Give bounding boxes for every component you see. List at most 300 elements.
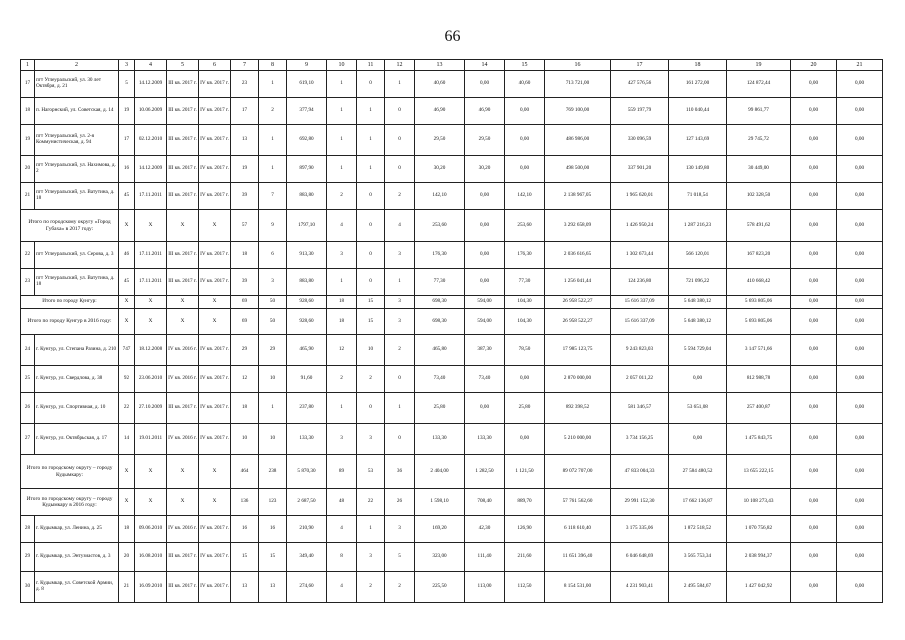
table-cell: 0,00: [837, 183, 883, 210]
table-cell: X: [199, 309, 231, 335]
table-cell: 39: [231, 269, 259, 296]
table-cell: 16: [259, 516, 287, 543]
table-cell: 7: [259, 183, 287, 210]
table-cell: 692,80: [287, 125, 327, 156]
table-cell: 27.10.2009: [135, 393, 167, 424]
period-cell: IV кв. 2016 г.: [167, 516, 199, 543]
table-row: [21, 335, 883, 366]
table-cell: 10: [259, 366, 287, 393]
table-cell: 8 154 531,00: [545, 572, 611, 603]
table-cell: 5 594 729,04: [669, 335, 727, 366]
column-number: 1: [21, 60, 35, 71]
period-cell: IV кв. 2017 г.: [199, 424, 231, 455]
table-cell: 0,00: [791, 156, 837, 183]
table-cell: 3 175 335,06: [611, 516, 669, 543]
table-cell: 0,00: [837, 424, 883, 455]
table-cell: 0,00: [465, 269, 505, 296]
table-cell: 464: [231, 455, 259, 489]
column-number-row: [21, 60, 883, 71]
total-row: [21, 489, 883, 516]
address-cell: пгт Углеуральский, ул. Ватутина, д. 18: [35, 269, 119, 296]
table-cell: 11 651 396,40: [545, 543, 611, 572]
table-cell: 9 243 823,03: [611, 335, 669, 366]
table-cell: 12: [327, 335, 357, 366]
table-cell: 2: [327, 366, 357, 393]
table-cell: 1: [259, 156, 287, 183]
table-cell: 29: [259, 335, 287, 366]
period-cell: IV кв. 2017 г.: [199, 393, 231, 424]
period-cell: IV кв. 2017 г.: [199, 71, 231, 98]
table-cell: 0,00: [465, 183, 505, 210]
table-cell: 17 662 136,87: [669, 489, 727, 516]
table-cell: 0,00: [837, 269, 883, 296]
table-cell: 73,40: [415, 366, 465, 393]
table-cell: 913,30: [287, 242, 327, 269]
table-cell: 1 121,50: [505, 455, 545, 489]
total-label: Итого по городу Кунгур в 2016 году:: [21, 309, 119, 335]
column-number: 2: [35, 60, 119, 71]
table-cell: 46,90: [415, 98, 465, 125]
table-cell: 1 302 673,44: [611, 242, 669, 269]
period-cell: IV кв. 2017 г.: [199, 572, 231, 603]
table-cell: 0,00: [837, 543, 883, 572]
table-cell: 02.12.2010: [135, 125, 167, 156]
table-cell: 0: [385, 424, 415, 455]
table-cell: 0,00: [791, 335, 837, 366]
table-cell: 0,00: [837, 335, 883, 366]
address-cell: пгт Углеуральский, ул. Ватутина, д. 18: [35, 183, 119, 210]
table-cell: 16: [231, 516, 259, 543]
table-cell: 2 036 616,65: [545, 242, 611, 269]
table-cell: 4: [327, 210, 357, 242]
total-label: Итого по городу Кунгур:: [21, 296, 119, 309]
table-cell: 1 256 041,44: [545, 269, 611, 296]
period-cell: IV кв. 2017 г.: [199, 335, 231, 366]
table-cell: 22: [21, 242, 35, 269]
table-cell: 0: [385, 125, 415, 156]
table-cell: 0,00: [791, 183, 837, 210]
table-cell: 30,20: [415, 156, 465, 183]
table-cell: 698,30: [415, 309, 465, 335]
table-cell: 0,00: [837, 242, 883, 269]
table-cell: 112,50: [505, 572, 545, 603]
table-cell: 3: [385, 296, 415, 309]
table-cell: 5 693 805,06: [727, 309, 791, 335]
table-cell: 3 147 571,66: [727, 335, 791, 366]
table-cell: 102 328,50: [727, 183, 791, 210]
table-cell: 50: [259, 309, 287, 335]
table-cell: 3: [357, 543, 385, 572]
table-row: [21, 393, 883, 424]
column-number: 15: [505, 60, 545, 71]
table-cell: 19: [231, 156, 259, 183]
total-label: Итого по городскому округу «Город Губаха» в 2017 году:: [21, 210, 119, 242]
table-cell: 3 292 658,09: [545, 210, 611, 242]
table-cell: 2: [385, 572, 415, 603]
period-cell: III кв. 2017 г.: [167, 125, 199, 156]
table-cell: 17.11.2011: [135, 183, 167, 210]
column-number: 8: [259, 60, 287, 71]
table-cell: 2 687,50: [287, 489, 327, 516]
total-row: [21, 455, 883, 489]
table-cell: 6: [259, 242, 287, 269]
period-cell: III кв. 2017 г.: [167, 269, 199, 296]
table-cell: X: [199, 296, 231, 309]
table-cell: 28: [21, 516, 35, 543]
column-number: 12: [385, 60, 415, 71]
table-cell: X: [167, 489, 199, 516]
table-cell: 812 988,78: [727, 366, 791, 393]
table-cell: 721 096,22: [669, 269, 727, 296]
table-cell: 337 901,20: [611, 156, 669, 183]
table-cell: 1: [327, 269, 357, 296]
table-cell: 3: [259, 269, 287, 296]
table-cell: 15: [357, 309, 385, 335]
table-cell: 21: [21, 183, 35, 210]
table-cell: 465,80: [415, 335, 465, 366]
table-cell: 22: [119, 393, 135, 424]
table-row: [21, 156, 883, 183]
table-cell: 26 958 522,27: [545, 296, 611, 309]
table-cell: 0,00: [465, 71, 505, 98]
table-cell: 1 965 620,01: [611, 183, 669, 210]
table-cell: X: [135, 296, 167, 309]
table-cell: 29 991 152,30: [611, 489, 669, 516]
table-cell: 387,30: [465, 335, 505, 366]
period-cell: III кв. 2017 г.: [167, 183, 199, 210]
column-number: 16: [545, 60, 611, 71]
table-cell: 2: [385, 335, 415, 366]
period-cell: IV кв. 2017 г.: [199, 183, 231, 210]
table-cell: 3: [327, 242, 357, 269]
table-cell: 19.01.2011: [135, 424, 167, 455]
column-number: 18: [669, 60, 727, 71]
table-cell: 4: [327, 572, 357, 603]
total-row: [21, 210, 883, 242]
table-cell: 46,90: [465, 98, 505, 125]
table-cell: 581 346,57: [611, 393, 669, 424]
table-cell: 13: [231, 572, 259, 603]
period-cell: III кв. 2017 г.: [167, 242, 199, 269]
table-cell: 111,40: [465, 543, 505, 572]
table-cell: 12: [231, 366, 259, 393]
table-cell: 13: [231, 125, 259, 156]
table-cell: 3: [385, 516, 415, 543]
table-cell: 89 072 707,00: [545, 455, 611, 489]
table-row: [21, 183, 883, 210]
column-number: 4: [135, 60, 167, 71]
table-cell: 225,50: [415, 572, 465, 603]
table-cell: 27: [21, 424, 35, 455]
period-cell: III кв. 2017 г.: [167, 98, 199, 125]
period-cell: IV кв. 2017 г.: [199, 516, 231, 543]
table-cell: 0: [357, 269, 385, 296]
table-cell: 09.06.2010: [135, 516, 167, 543]
table-cell: 0,00: [791, 393, 837, 424]
table-cell: 0,00: [669, 366, 727, 393]
table-cell: 0,00: [791, 210, 837, 242]
table-cell: 1 427 042,92: [727, 572, 791, 603]
total-row: [21, 309, 883, 335]
address-cell: г. Кунгур, ул. Октябрьская, д. 17: [35, 424, 119, 455]
table-cell: 0,00: [837, 572, 883, 603]
table-cell: 78,50: [505, 335, 545, 366]
column-number: 13: [415, 60, 465, 71]
table-cell: 0,00: [505, 125, 545, 156]
table-cell: X: [199, 210, 231, 242]
table-cell: 4: [385, 210, 415, 242]
table-cell: 14.12.2009: [135, 156, 167, 183]
table-cell: 23.06.2010: [135, 366, 167, 393]
table-cell: 14: [119, 424, 135, 455]
table-cell: 747: [119, 335, 135, 366]
table-cell: 25,80: [415, 393, 465, 424]
table-cell: 0,00: [465, 242, 505, 269]
table-cell: 0: [357, 393, 385, 424]
table-cell: 9: [259, 210, 287, 242]
table-cell: 19: [21, 125, 35, 156]
table-cell: 0: [385, 98, 415, 125]
table-cell: 253,60: [505, 210, 545, 242]
table-cell: 113,00: [465, 572, 505, 603]
table-cell: 0,00: [791, 543, 837, 572]
table-cell: 30 449,00: [727, 156, 791, 183]
table-cell: 2 057 011,22: [611, 366, 669, 393]
table-cell: 14.12.2009: [135, 71, 167, 98]
table-cell: 3 734 156,25: [611, 424, 669, 455]
column-number: 21: [837, 60, 883, 71]
table-cell: X: [119, 296, 135, 309]
table-cell: 0,00: [505, 156, 545, 183]
table-cell: 136: [231, 489, 259, 516]
table-cell: 13 655 222,15: [727, 455, 791, 489]
table-cell: 410 668,42: [727, 269, 791, 296]
table-cell: 1: [385, 393, 415, 424]
table-cell: 1797,10: [287, 210, 327, 242]
table-cell: 30: [21, 572, 35, 603]
table-cell: 0,00: [837, 455, 883, 489]
table-cell: 2: [357, 366, 385, 393]
table-cell: 0,00: [837, 309, 883, 335]
table-cell: X: [199, 489, 231, 516]
table-cell: X: [167, 210, 199, 242]
table-cell: 1: [259, 71, 287, 98]
table-cell: 883,80: [287, 269, 327, 296]
table-cell: 26 958 522,27: [545, 309, 611, 335]
address-cell: пгт Углеуральский, ул. Серова, д. 3: [35, 242, 119, 269]
table-cell: 36: [385, 455, 415, 489]
table-cell: 1 282,50: [465, 455, 505, 489]
period-cell: III кв. 2017 г.: [167, 71, 199, 98]
address-cell: г. Кудымкар, ул. Ленина, д. 25: [35, 516, 119, 543]
table-cell: 2 138 967,05: [545, 183, 611, 210]
table-cell: 0,00: [837, 98, 883, 125]
table-cell: 465,90: [287, 335, 327, 366]
table-cell: 1: [357, 156, 385, 183]
column-number: 3: [119, 60, 135, 71]
table-cell: 130 149,80: [669, 156, 727, 183]
column-number: 6: [199, 60, 231, 71]
table-cell: 0,00: [791, 125, 837, 156]
table-cell: 892 398,52: [545, 393, 611, 424]
table-cell: 0,00: [505, 366, 545, 393]
table-cell: 0,00: [791, 572, 837, 603]
address-cell: пгт Углеуральский, ул. 2-я Коммунистическая, д. 94: [35, 125, 119, 156]
table-cell: 142,10: [415, 183, 465, 210]
table-cell: 15 616 337,09: [611, 296, 669, 309]
table-cell: 29: [21, 543, 35, 572]
table-row: [21, 516, 883, 543]
table-cell: 1: [327, 98, 357, 125]
table-cell: 330 096,59: [611, 125, 669, 156]
table-cell: 708,40: [465, 489, 505, 516]
column-number: 17: [611, 60, 669, 71]
table-cell: 18: [119, 516, 135, 543]
table-cell: 619,10: [287, 71, 327, 98]
table-cell: X: [167, 309, 199, 335]
table-cell: 0: [357, 242, 385, 269]
table-cell: 53: [357, 455, 385, 489]
table-cell: 29: [231, 335, 259, 366]
table-cell: 5 693 805,06: [727, 296, 791, 309]
table-cell: 110 040,44: [669, 98, 727, 125]
table-cell: X: [119, 489, 135, 516]
table-cell: X: [167, 296, 199, 309]
register-table: [20, 59, 883, 603]
table-cell: 253,60: [415, 210, 465, 242]
table-cell: 1: [327, 125, 357, 156]
table-cell: 45: [119, 183, 135, 210]
table-cell: 18: [21, 98, 35, 125]
table-cell: 5 648 380,12: [669, 309, 727, 335]
table-cell: 89: [327, 455, 357, 489]
table-cell: 349,40: [287, 543, 327, 572]
table-cell: 0: [385, 366, 415, 393]
period-cell: III кв. 2017 г.: [167, 543, 199, 572]
column-number: 7: [231, 60, 259, 71]
column-number: 19: [727, 60, 791, 71]
table-cell: 0,00: [791, 269, 837, 296]
table-cell: 30,20: [465, 156, 505, 183]
table-row: [21, 242, 883, 269]
table-cell: 0,00: [505, 424, 545, 455]
table-cell: 29 745,72: [727, 125, 791, 156]
table-cell: 2: [385, 183, 415, 210]
table-cell: 5: [385, 543, 415, 572]
table-cell: 4: [327, 516, 357, 543]
table-cell: 142,10: [505, 183, 545, 210]
period-cell: III кв. 2017 г.: [167, 156, 199, 183]
table-cell: 5 648 380,12: [669, 296, 727, 309]
table-cell: 133,30: [465, 424, 505, 455]
table-cell: 1 475 843,75: [727, 424, 791, 455]
table-cell: 1: [357, 125, 385, 156]
table-cell: 0,00: [791, 242, 837, 269]
table-cell: 169,20: [415, 516, 465, 543]
table-cell: 40,60: [415, 71, 465, 98]
period-cell: IV кв. 2016 г.: [167, 366, 199, 393]
table-cell: 15: [231, 543, 259, 572]
table-cell: 427 576,56: [611, 71, 669, 98]
table-cell: X: [135, 309, 167, 335]
period-cell: IV кв. 2017 г.: [199, 366, 231, 393]
table-cell: 0,00: [669, 424, 727, 455]
table-cell: X: [167, 455, 199, 489]
table-cell: 127 143,69: [669, 125, 727, 156]
table-cell: 0,00: [791, 424, 837, 455]
table-cell: 928,60: [287, 296, 327, 309]
table-cell: 713 721,00: [545, 71, 611, 98]
table-cell: 1: [259, 125, 287, 156]
table-cell: 57: [231, 210, 259, 242]
address-cell: г. Кунгур, ул. Степана Разина, д. 210: [35, 335, 119, 366]
table-cell: 18: [327, 296, 357, 309]
table-cell: 123: [259, 489, 287, 516]
table-cell: 323,00: [415, 543, 465, 572]
table-cell: 0,00: [837, 393, 883, 424]
table-cell: 29,50: [465, 125, 505, 156]
table-cell: 29,50: [415, 125, 465, 156]
table-cell: 25: [21, 366, 35, 393]
period-cell: IV кв. 2017 г.: [199, 269, 231, 296]
table-cell: 124 236,80: [611, 269, 669, 296]
table-cell: 578 491,62: [727, 210, 791, 242]
table-cell: 13: [259, 572, 287, 603]
table-cell: 0,00: [837, 296, 883, 309]
period-cell: IV кв. 2017 г.: [199, 98, 231, 125]
table-cell: 27 584 480,52: [669, 455, 727, 489]
table-cell: 0,00: [791, 71, 837, 98]
table-cell: 18: [231, 393, 259, 424]
table-cell: 1: [357, 98, 385, 125]
table-cell: 57 761 562,60: [545, 489, 611, 516]
table-cell: 15: [357, 296, 385, 309]
table-cell: 26: [385, 489, 415, 516]
table-cell: 18: [231, 242, 259, 269]
table-cell: 18.12.2008: [135, 335, 167, 366]
total-row: [21, 296, 883, 309]
table-cell: X: [135, 210, 167, 242]
table-cell: X: [135, 489, 167, 516]
table-cell: 498 500,00: [545, 156, 611, 183]
table-cell: 2 404,00: [415, 455, 465, 489]
table-cell: 274,60: [287, 572, 327, 603]
table-cell: 0,00: [465, 393, 505, 424]
period-cell: IV кв. 2016 г.: [167, 424, 199, 455]
table-cell: 559 197,79: [611, 98, 669, 125]
table-cell: 257 400,87: [727, 393, 791, 424]
table-cell: 1: [327, 156, 357, 183]
table-cell: 566 120,01: [669, 242, 727, 269]
column-number: 10: [327, 60, 357, 71]
table-cell: 73,40: [465, 366, 505, 393]
table-cell: 1: [327, 393, 357, 424]
table-cell: 2 870 000,00: [545, 366, 611, 393]
table-cell: 0,00: [791, 98, 837, 125]
table-cell: 237,80: [287, 393, 327, 424]
table-cell: 0,00: [791, 516, 837, 543]
period-cell: IV кв. 2016 г.: [167, 335, 199, 366]
table-cell: 1: [385, 71, 415, 98]
table-cell: 23: [231, 71, 259, 98]
table-row: [21, 366, 883, 393]
table-cell: 210,90: [287, 516, 327, 543]
table-row: [21, 125, 883, 156]
table-cell: 16: [119, 156, 135, 183]
table-cell: 8: [327, 543, 357, 572]
table-cell: 0,00: [837, 210, 883, 242]
table-cell: 211,60: [505, 543, 545, 572]
